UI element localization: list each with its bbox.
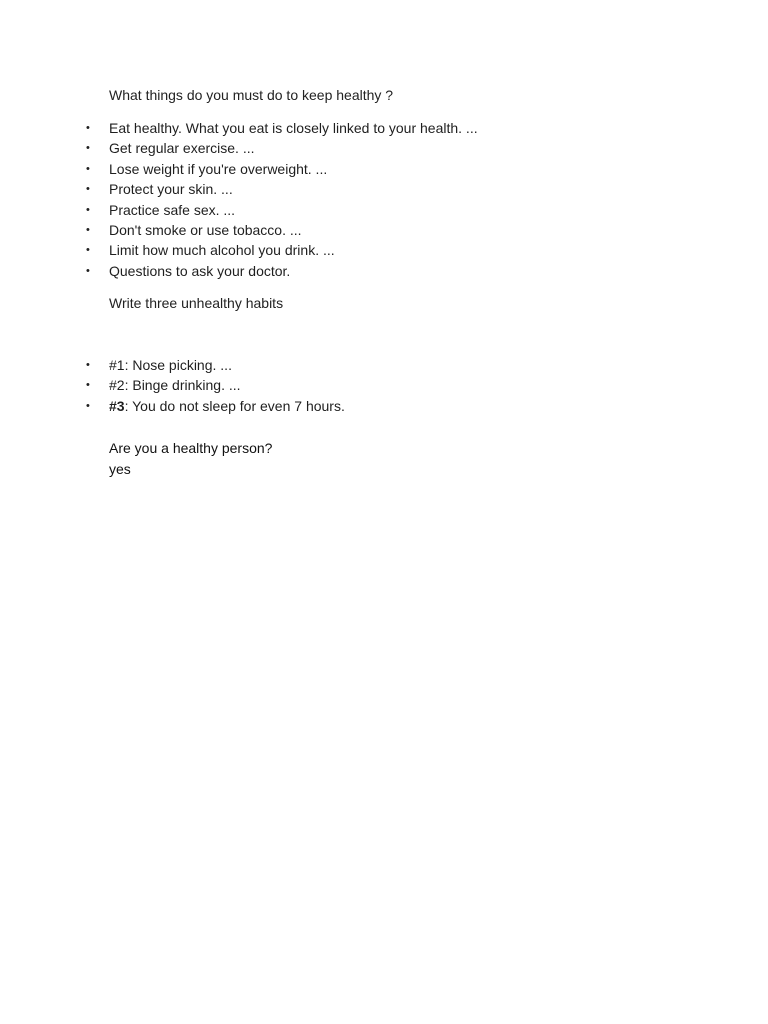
habit-text: : Binge drinking. ... [124, 377, 241, 394]
list-item-text [109, 397, 345, 415]
habit-text: : You do not sleep for even 7 hours. [124, 397, 345, 414]
bullet-icon: • [86, 359, 90, 371]
healthy-person-block [109, 438, 272, 480]
answer-healthy-person: yes [109, 461, 131, 477]
list-item [0, 376, 700, 396]
bullet-icon: • [86, 203, 90, 216]
bullet-icon: • [86, 223, 90, 236]
bullet-icon: • [86, 142, 90, 155]
habit-number: #2 [109, 377, 125, 394]
bullet-icon: • [86, 162, 90, 175]
bullet-icon: • [86, 244, 90, 257]
list-item-text: Limit how much alcohol you drink. ... [109, 242, 335, 259]
list-item-text [109, 356, 232, 374]
question-healthy-person: Are you a healthy person? [109, 440, 273, 456]
list-item [0, 397, 700, 417]
list-item [0, 139, 700, 159]
unhealthy-habits-list [0, 356, 700, 417]
list-item [0, 201, 700, 221]
list-item [0, 262, 700, 282]
healthy-tips-list [0, 119, 700, 282]
bullet-icon: • [86, 399, 90, 412]
list-item [0, 241, 700, 261]
bullet-icon: • [86, 122, 90, 134]
question-keep-healthy: What things do you must do to keep healthy ? [109, 87, 394, 103]
bullet-icon: • [86, 264, 90, 277]
list-item [0, 356, 700, 376]
list-item-text: Don't smoke or use tobacco. ... [109, 221, 302, 238]
bullet-icon: • [86, 379, 90, 392]
list-item [0, 180, 700, 200]
list-item-text [109, 376, 241, 394]
list-item-text: Protect your skin. ... [109, 181, 233, 198]
habit-number: #3 [109, 397, 125, 414]
habit-text: : Nose picking. ... [124, 357, 232, 373]
list-item-text: Lose weight if you're overweight. ... [109, 160, 328, 177]
list-item-text: Practice safe sex. ... [109, 201, 236, 218]
list-item [0, 160, 700, 180]
bullet-icon: • [86, 183, 90, 196]
list-item [0, 119, 700, 139]
question-unhealthy-habits: Write three unhealthy habits [109, 295, 284, 311]
list-item-text: Get regular exercise. ... [109, 140, 255, 157]
list-item-text: Eat healthy. What you eat is closely linked to your health. ... [109, 120, 478, 136]
habit-number: #1 [109, 357, 125, 373]
list-item-text: Questions to ask your doctor. [109, 262, 291, 279]
list-item [0, 221, 700, 241]
